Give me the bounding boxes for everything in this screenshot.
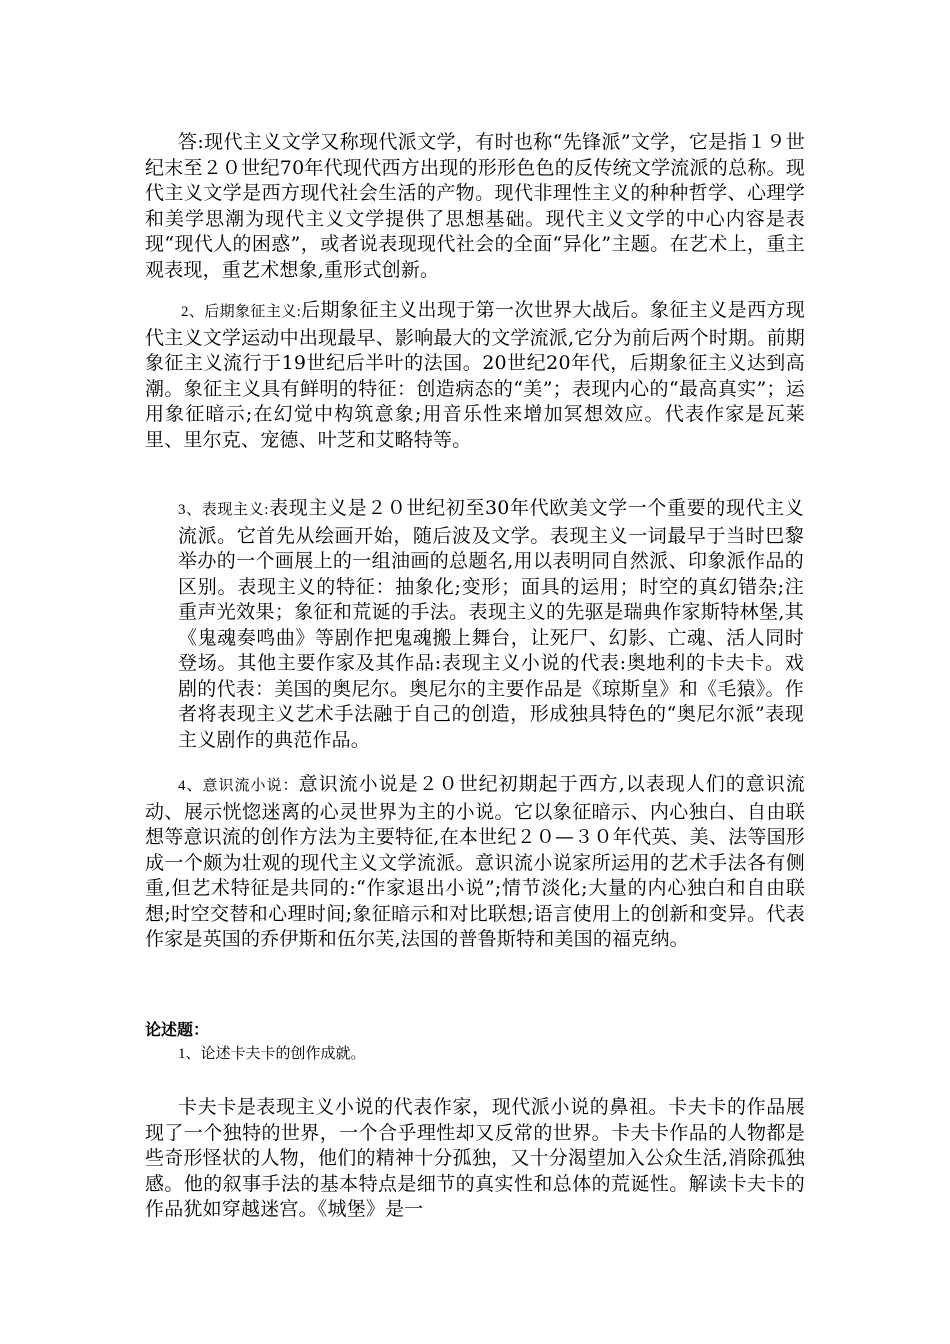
expressionism-label: 3、表现主义:: [178, 502, 269, 518]
expressionism-text: 表现主义是２０世纪初至30年代欧美文学一个重要的现代主义流派。它首先从绘画开始，随后波及文学。表现主义一词最早于当时巴黎举办的一个画展上的一组油画的总题名,用以表明同自然派、印象派作品的区别。表现主义的特征：抽象化;变形；面具的运用；时空的真幻错杂;注重声光效果；象征和荒诞的手法。表现主义的先驱是瑞典作家斯特林堡,其《鬼魂奏鸣曲》等剧作把鬼魂搬上舞台，让死尸、幻影、亡魂、活人同时登场。其他主要作家及其作品:表现主义小说的代表:奥地利的卡夫卡。戏剧的代表：美国的奥尼尔。奥尼尔的主要作品是《琼斯皇》和《毛猿》。作者将表现主义艺术手法融于自己的创造，形成独具特色的“奥尼尔派”表现主义剧作的典范作品。: [178, 497, 804, 751]
essay-question: 1、论述卡夫卡的创作成就。: [178, 1046, 366, 1062]
kafka-answer-paragraph: 卡夫卡是表现主义小说的代表作家，现代派小说的鼻祖。卡夫卡的作品展现了一个独特的世界，一个合乎理性却又反常的世界。卡夫卡作品的人物都是些奇形怪状的人物，他们的精神十分孤独，又十分渴望加入公众生活,消除孤独感。他的叙事手法的基本特点是细节的真实性和总体的荒诞性。解读卡夫卡的作品犹如穿越迷宫。《城堡》是一: [145, 1096, 805, 1220]
symbolism-label: 2、后期象征主义:: [181, 304, 301, 320]
stream-of-consciousness-paragraph: [145, 772, 805, 953]
symbolism-paragraph: [145, 298, 805, 453]
stream-label: 4、意识流小说：: [178, 778, 299, 794]
symbolism-text: 后期象征主义出现于第一次世界大战后。象征主义是西方现代主义文学运动中出现最早、影响最大的文学流派,它分为前后两个时期。前期象征主义流行于19世纪后半叶的法国。20世纪20年代，后期象征主义达到高潮。象征主义具有鲜明的特征：创造病态的“美”；表现内心的“最高真实”；运用象征暗示;在幻觉中构筑意象;用音乐性来增加冥想效应。代表作家是瓦莱里、里尔克、宠德、叶芝和艾略特等。: [145, 299, 806, 451]
modernism-paragraph: 答:现代主义文学又称现代派文学，有时也称“先锋派”文学，它是指１９世纪末至２０世纪70年代现代西方出现的形形色色的反传统文学流派的总称。现代主义文学是西方现代社会生活的产物。现代非理性主义的种种哲学、心理学和美学思潮为现代主义文学提供了思想基础。现代主义文学的中心内容是表现“现代人的困惑”，或者说表现现代社会的全面“异化”主题。在艺术上，重主观表现，重艺术想象,重形式创新。: [145, 131, 805, 281]
expressionism-paragraph: [178, 496, 804, 753]
essay-section-heading: 论述题：: [145, 1022, 210, 1039]
stream-text: 意识流小说是２０世纪初期起于西方,以表现人们的意识流动、展示恍惚迷离的心灵世界为主的小说。它以象征暗示、内心独白、自由联想等意识流的创作方法为主要特征,在本世纪２０—３０年代英、美、法等国形成一个颇为壮观的现代主义文学流派。意识流小说家所运用的艺术手法各有侧重,但艺术特征是共同的:“作家退出小说”;情节淡化;大量的内心独白和自由联想;时空交替和心理时间;象征暗示和对比联想;语言使用上的创新和变异。代表作家是英国的乔伊斯和伍尔芙,法国的普鲁斯特和美国的福克纳。: [145, 773, 805, 950]
